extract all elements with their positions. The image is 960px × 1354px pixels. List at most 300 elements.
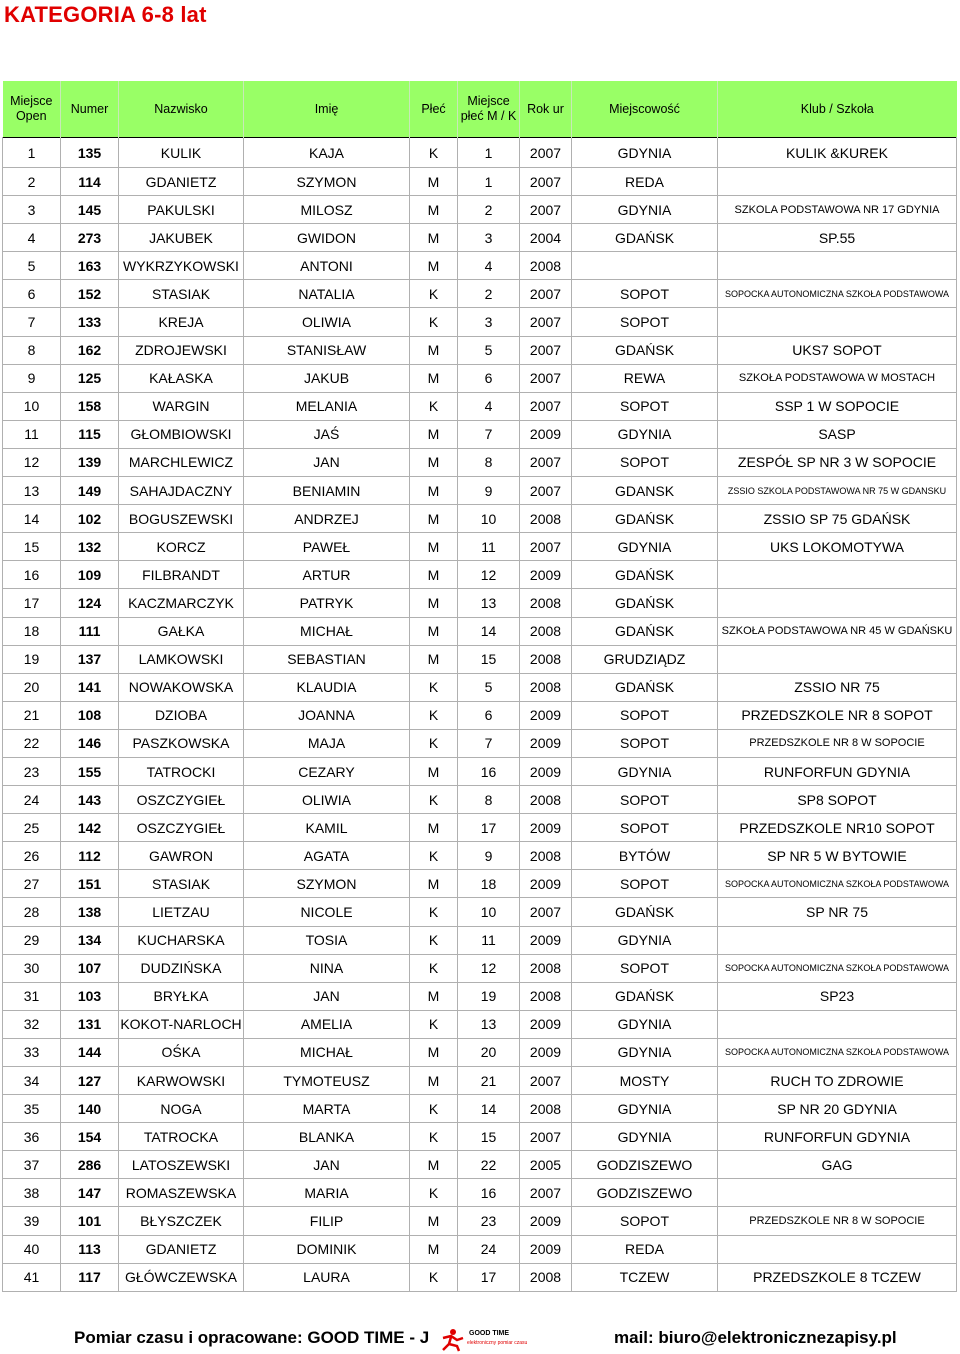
birth-year-cell: 2009 [520,1038,572,1066]
gender-cell: K [410,898,458,926]
birth-year-cell: 2009 [520,757,572,785]
surname-cell: KREJA [119,308,244,336]
place-gender-cell: 1 [458,168,520,196]
birth-year-cell: 2007 [520,168,572,196]
town-cell: SOPOT [572,392,718,420]
club-cell: PRZEDSZKOLE 8 TCZEW [718,1263,957,1291]
place-gender-cell: 5 [458,336,520,364]
table-row [3,505,957,533]
bib-number-cell: 117 [61,1263,119,1291]
place-gender-cell: 12 [458,561,520,589]
gender-cell: K [410,1123,458,1151]
place-gender-cell: 17 [458,1263,520,1291]
first-name-cell: NATALIA [244,280,410,308]
gender-cell: K [410,1263,458,1291]
gender-cell: M [410,448,458,476]
birth-year-cell: 2007 [520,448,572,476]
bib-number-cell: 142 [61,814,119,842]
surname-cell: GDANIETZ [119,1235,244,1263]
first-name-cell: KAMIL [244,814,410,842]
birth-year-cell: 2008 [520,982,572,1010]
place-open-cell: 24 [3,786,61,814]
bib-number-cell: 102 [61,505,119,533]
town-cell: GDYNIA [572,757,718,785]
birth-year-cell: 2009 [520,1207,572,1235]
birth-year-cell: 2007 [520,392,572,420]
bib-number-cell: 101 [61,1207,119,1235]
club-cell [718,1179,957,1207]
place-gender-cell: 13 [458,589,520,617]
gender-cell: M [410,617,458,645]
first-name-cell: DOMINIK [244,1235,410,1263]
place-open-cell: 9 [3,364,61,392]
club-cell: RUNFORFUN GDYNIA [718,1123,957,1151]
place-open-cell: 10 [3,392,61,420]
table-row [3,336,957,364]
first-name-cell: MELANIA [244,392,410,420]
club-cell: SOPOCKA AUTONOMICZNA SZKOŁA PODSTAWOWA [718,280,957,308]
club-cell: SP NR 5 W BYTOWIE [718,842,957,870]
gender-cell: K [410,926,458,954]
birth-year-cell: 2007 [520,898,572,926]
birth-year-cell: 2009 [520,1010,572,1038]
birth-year-cell: 2008 [520,252,572,280]
town-cell: SOPOT [572,814,718,842]
club-cell: SP.55 [718,224,957,252]
footer-email: mail: biuro@elektronicznezapisy.pl [614,1328,897,1347]
club-cell: SOPOCKA AUTONOMICZNA SZKOŁA PODSTAWOWA [718,954,957,982]
table-row [3,533,957,561]
surname-cell: BOGUSZEWSKI [119,505,244,533]
bib-number-cell: 273 [61,224,119,252]
first-name-cell: ANTONI [244,252,410,280]
gender-cell: M [410,1151,458,1179]
place-gender-cell: 5 [458,673,520,701]
first-name-cell: MARIA [244,1179,410,1207]
surname-cell: FILBRANDT [119,561,244,589]
place-gender-cell: 4 [458,392,520,420]
town-cell: GDYNIA [572,1038,718,1066]
surname-cell: KORCZ [119,533,244,561]
birth-year-cell: 2007 [520,1123,572,1151]
table-row [3,308,957,336]
place-gender-cell: 13 [458,1010,520,1038]
bib-number-cell: 155 [61,757,119,785]
place-gender-cell: 2 [458,196,520,224]
gender-cell: K [410,1095,458,1123]
table-row [3,1263,957,1291]
bib-number-cell: 149 [61,477,119,505]
birth-year-cell: 2007 [520,1179,572,1207]
bib-number-cell: 114 [61,168,119,196]
bib-number-cell: 134 [61,926,119,954]
runner-logo-icon [437,1328,467,1352]
gender-cell: K [410,138,458,168]
place-gender-cell: 20 [458,1038,520,1066]
club-cell: SP NR 20 GDYNIA [718,1095,957,1123]
good-time-logo [437,1328,528,1352]
birth-year-cell: 2008 [520,673,572,701]
surname-cell: LAMKOWSKI [119,645,244,673]
gender-cell: K [410,786,458,814]
bib-number-cell: 109 [61,561,119,589]
club-cell: ZSSIO SZKOLA PODSTAWOWA NR 75 W GDANSKU [718,477,957,505]
table-row [3,364,957,392]
bib-number-cell: 113 [61,1235,119,1263]
birth-year-cell: 2008 [520,505,572,533]
club-cell: SOPOCKA AUTONOMICZNA SZKOŁA PODSTAWOWA [718,870,957,898]
surname-cell: ROMASZEWSKA [119,1179,244,1207]
town-cell: GDAŃSK [572,617,718,645]
town-cell: GDAŃSK [572,589,718,617]
town-cell: SOPOT [572,786,718,814]
surname-cell: KAŁASKA [119,364,244,392]
club-cell [718,252,957,280]
table-row [3,926,957,954]
first-name-cell: JAN [244,982,410,1010]
place-open-cell: 23 [3,757,61,785]
bib-number-cell: 146 [61,729,119,757]
town-cell: SOPOT [572,701,718,729]
table-row [3,224,957,252]
town-cell: GDYNIA [572,1010,718,1038]
place-gender-cell: 6 [458,701,520,729]
place-open-cell: 41 [3,1263,61,1291]
birth-year-cell: 2007 [520,138,572,168]
first-name-cell: MICHAŁ [244,1038,410,1066]
surname-cell: OSZCZYGIEŁ [119,786,244,814]
town-cell: GDYNIA [572,420,718,448]
first-name-cell: MILOSZ [244,196,410,224]
place-open-cell: 32 [3,1010,61,1038]
town-cell: SOPOT [572,280,718,308]
gender-cell: M [410,1207,458,1235]
surname-cell: GDANIETZ [119,168,244,196]
birth-year-cell: 2007 [520,336,572,364]
results-table [2,81,957,1292]
surname-cell: LATOSZEWSKI [119,1151,244,1179]
town-cell: SOPOT [572,448,718,476]
surname-cell: ZDROJEWSKI [119,336,244,364]
place-open-cell: 18 [3,617,61,645]
footer-credit: Pomiar czasu i opracowane: GOOD TIME - J [74,1328,430,1347]
surname-cell: TATROCKA [119,1123,244,1151]
town-cell: GRUDZIĄDZ [572,645,718,673]
club-cell: PRZEDSZKOLE NR 8 W SOPOCIE [718,1207,957,1235]
table-row [3,1038,957,1066]
bib-number-cell: 108 [61,701,119,729]
place-gender-cell: 14 [458,617,520,645]
place-gender-cell: 8 [458,448,520,476]
club-cell: ZSSIO NR 75 [718,673,957,701]
club-cell [718,561,957,589]
gender-cell: M [410,589,458,617]
place-gender-cell: 9 [458,477,520,505]
place-gender-cell: 4 [458,252,520,280]
place-open-cell: 12 [3,448,61,476]
place-open-cell: 36 [3,1123,61,1151]
table-row [3,1123,957,1151]
club-cell [718,308,957,336]
club-cell: SSP 1 W SOPOCIE [718,392,957,420]
first-name-cell: NINA [244,954,410,982]
table-row [3,617,957,645]
bib-number-cell: 112 [61,842,119,870]
town-cell: REDA [572,1235,718,1263]
table-row [3,1010,957,1038]
surname-cell: NOGA [119,1095,244,1123]
gender-cell: M [410,561,458,589]
place-open-cell: 22 [3,729,61,757]
club-cell: SZKOŁA PODSTAWOWA W MOSTACH [718,364,957,392]
club-cell: UKS LOKOMOTYWA [718,533,957,561]
town-cell: GDYNIA [572,196,718,224]
gender-cell: M [410,1235,458,1263]
gender-cell: K [410,1010,458,1038]
town-cell: TCZEW [572,1263,718,1291]
club-cell: RUCH TO ZDROWIE [718,1067,957,1095]
first-name-cell: KLAUDIA [244,673,410,701]
bib-number-cell: 286 [61,1151,119,1179]
place-gender-cell: 6 [458,364,520,392]
first-name-cell: CEZARY [244,757,410,785]
town-cell: SOPOT [572,729,718,757]
page-title: KATEGORIA 6-8 lat [4,2,207,27]
surname-cell: KARWOWSKI [119,1067,244,1095]
place-gender-cell: 10 [458,505,520,533]
birth-year-cell: 2004 [520,224,572,252]
club-cell: PRZEDSZKOLE NR 8 SOPOT [718,701,957,729]
place-open-cell: 3 [3,196,61,224]
first-name-cell: TOSIA [244,926,410,954]
bib-number-cell: 141 [61,673,119,701]
town-cell: GDYNIA [572,1123,718,1151]
town-cell: GDYNIA [572,1095,718,1123]
birth-year-cell: 2009 [520,701,572,729]
place-gender-cell: 1 [458,138,520,168]
gender-cell: M [410,1067,458,1095]
birth-year-cell: 2009 [520,926,572,954]
header-miejsce-open: Miejsce Open [3,81,61,138]
place-gender-cell: 22 [458,1151,520,1179]
place-gender-cell: 14 [458,1095,520,1123]
bib-number-cell: 154 [61,1123,119,1151]
birth-year-cell: 2008 [520,1095,572,1123]
place-open-cell: 14 [3,505,61,533]
place-open-cell: 6 [3,280,61,308]
surname-cell: KUCHARSKA [119,926,244,954]
town-cell: BYTÓW [572,842,718,870]
gender-cell: M [410,168,458,196]
header-miejscowosc: Miejscowość [572,81,718,138]
surname-cell: TATROCKI [119,757,244,785]
birth-year-cell: 2008 [520,842,572,870]
bib-number-cell: 140 [61,1095,119,1123]
gender-cell: M [410,982,458,1010]
gender-cell: M [410,870,458,898]
first-name-cell: MAJA [244,729,410,757]
table-row [3,870,957,898]
place-gender-cell: 21 [458,1067,520,1095]
birth-year-cell: 2007 [520,364,572,392]
table-row [3,1235,957,1263]
table-row [3,168,957,196]
header-nazwisko: Nazwisko [119,81,244,138]
place-open-cell: 29 [3,926,61,954]
place-gender-cell: 10 [458,898,520,926]
place-gender-cell: 23 [458,1207,520,1235]
gender-cell: M [410,505,458,533]
bib-number-cell: 158 [61,392,119,420]
bib-number-cell: 127 [61,1067,119,1095]
town-cell: GODZISZEWO [572,1151,718,1179]
gender-cell: M [410,252,458,280]
town-cell: GDYNIA [572,138,718,168]
table-row [3,786,957,814]
place-gender-cell: 24 [458,1235,520,1263]
place-open-cell: 5 [3,252,61,280]
place-open-cell: 19 [3,645,61,673]
first-name-cell: SZYMON [244,168,410,196]
town-cell: GDAŃSK [572,561,718,589]
surname-cell: PASZKOWSKA [119,729,244,757]
surname-cell: DUDZIŃSKA [119,954,244,982]
gender-cell: K [410,280,458,308]
birth-year-cell: 2007 [520,196,572,224]
place-gender-cell: 11 [458,533,520,561]
table-row [3,196,957,224]
place-open-cell: 20 [3,673,61,701]
place-open-cell: 15 [3,533,61,561]
first-name-cell: BENIAMIN [244,477,410,505]
first-name-cell: JAN [244,1151,410,1179]
first-name-cell: OLIWIA [244,786,410,814]
place-open-cell: 8 [3,336,61,364]
club-cell [718,926,957,954]
birth-year-cell: 2008 [520,1263,572,1291]
table-row [3,729,957,757]
first-name-cell: JAŚ [244,420,410,448]
bib-number-cell: 163 [61,252,119,280]
table-row [3,898,957,926]
place-gender-cell: 15 [458,1123,520,1151]
table-row [3,448,957,476]
birth-year-cell: 2008 [520,589,572,617]
header-plec: Płeć [410,81,458,138]
logo-subtext: elektroniczny pomiar czasu [467,1340,528,1346]
place-open-cell: 2 [3,168,61,196]
bib-number-cell: 144 [61,1038,119,1066]
place-open-cell: 11 [3,420,61,448]
header-miejsce-plec: Miejsce płeć M / K [458,81,520,138]
table-row [3,420,957,448]
club-cell: SP NR 75 [718,898,957,926]
place-open-cell: 39 [3,1207,61,1235]
place-open-cell: 28 [3,898,61,926]
gender-cell: M [410,477,458,505]
surname-cell: BRYŁKA [119,982,244,1010]
surname-cell: STASIAK [119,280,244,308]
place-open-cell: 34 [3,1067,61,1095]
place-open-cell: 7 [3,308,61,336]
town-cell: GDYNIA [572,926,718,954]
place-open-cell: 31 [3,982,61,1010]
table-row [3,842,957,870]
birth-year-cell: 2008 [520,786,572,814]
first-name-cell: JAN [244,448,410,476]
bib-number-cell: 131 [61,1010,119,1038]
surname-cell: GAWRON [119,842,244,870]
club-cell: ZESPÓŁ SP NR 3 W SOPOCIE [718,448,957,476]
town-cell: GDAŃSK [572,224,718,252]
first-name-cell: AGATA [244,842,410,870]
birth-year-cell: 2009 [520,561,572,589]
place-open-cell: 17 [3,589,61,617]
bib-number-cell: 138 [61,898,119,926]
surname-cell: KOKOT-NARLOCH [119,1010,244,1038]
surname-cell: GAŁKA [119,617,244,645]
club-cell: PRZEDSZKOLE NR10 SOPOT [718,814,957,842]
place-open-cell: 26 [3,842,61,870]
first-name-cell: LAURA [244,1263,410,1291]
place-gender-cell: 16 [458,1179,520,1207]
club-cell: RUNFORFUN GDYNIA [718,757,957,785]
header-klub: Klub / Szkoła [718,81,957,138]
club-cell: SASP [718,420,957,448]
birth-year-cell: 2009 [520,870,572,898]
town-cell: SOPOT [572,1207,718,1235]
surname-cell: BŁYSZCZEK [119,1207,244,1235]
bib-number-cell: 115 [61,420,119,448]
bib-number-cell: 145 [61,196,119,224]
gender-cell: M [410,1038,458,1066]
results-body [3,138,957,1292]
surname-cell: WYKRZYKOWSKI [119,252,244,280]
bib-number-cell: 124 [61,589,119,617]
surname-cell: MARCHLEWICZ [119,448,244,476]
bib-number-cell: 132 [61,533,119,561]
gender-cell: K [410,1179,458,1207]
surname-cell: SAHAJDACZNY [119,477,244,505]
place-open-cell: 13 [3,477,61,505]
club-cell [718,589,957,617]
first-name-cell: TYMOTEUSZ [244,1067,410,1095]
town-cell [572,252,718,280]
birth-year-cell: 2009 [520,1235,572,1263]
club-cell: PRZEDSZKOLE NR 8 W SOPOCIE [718,729,957,757]
club-cell: SZKOLA PODSTAWOWA NR 17 GDYNIA [718,196,957,224]
place-gender-cell: 2 [458,280,520,308]
table-row [3,645,957,673]
surname-cell: OŚKA [119,1038,244,1066]
gender-cell: M [410,196,458,224]
table-row [3,673,957,701]
surname-cell: JAKUBEK [119,224,244,252]
gender-cell: M [410,757,458,785]
town-cell: GDAŃSK [572,982,718,1010]
place-gender-cell: 18 [458,870,520,898]
table-row [3,1179,957,1207]
birth-year-cell: 2007 [520,280,572,308]
club-cell: SP23 [718,982,957,1010]
gender-cell: M [410,336,458,364]
town-cell: GDYNIA [572,533,718,561]
place-open-cell: 37 [3,1151,61,1179]
birth-year-cell: 2008 [520,645,572,673]
place-open-cell: 4 [3,224,61,252]
table-row [3,392,957,420]
club-cell: GAG [718,1151,957,1179]
